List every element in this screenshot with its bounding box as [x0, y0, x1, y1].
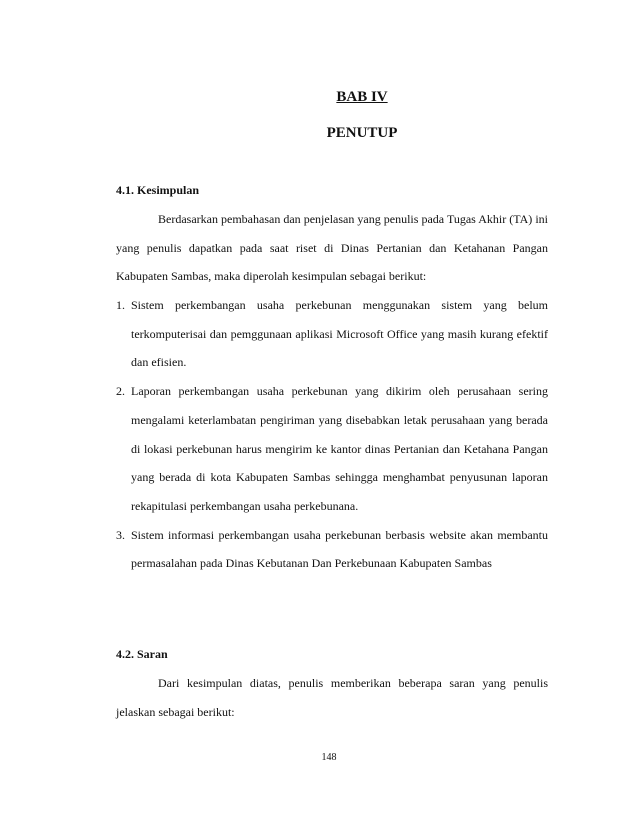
conclusion-item — [116, 291, 548, 377]
list-item-number: 3. — [116, 527, 125, 542]
list-item-text: Sistem informasi perkembangan usaha perkebunan berbasis website akan membantu permasalahan pada Dinas Kebutanan Dan Perkebunaan Kabupaten Sambas — [131, 527, 548, 571]
conclusion-intro-paragraph: Berdasarkan pembahasan dan penjelasan yang penulis pada Tugas Akhir (TA) ini yang penulis dapatkan pada saat riset di Dinas Pertanian dan Ketahanan Pangan Kabupaten Sambas, maka diperolah kesimpulan sebagai berikut: — [116, 212, 548, 284]
conclusion-list — [116, 291, 548, 578]
list-item-number: 1. — [116, 298, 125, 312]
page-number: 148 — [321, 752, 337, 763]
conclusion-item — [116, 377, 548, 521]
chapter-title: PENUTUP — [326, 125, 398, 141]
list-item-text: Laporan perkembangan usaha perkebunan yang dikirim oleh perusahaan sering mengalami keterlambatan pengiriman yang disebabkan letak perusahaan yang berada di lokasi perkebunan harus mengirim ke kantor dinas Pertanian dan Ketahana Pangan yang berada di kota Kabupaten Sambas sehingga menghambat penyusunan laporan rekapitulasi perkembangan usaha perkebunana. — [131, 384, 548, 513]
suggestion-intro-paragraph: Dari kesimpulan diatas, penulis memberikan beberapa saran yang penulis jelaskan sebagai berikut: — [116, 676, 548, 719]
section-heading-kesimpulan: 4.1. Kesimpulan — [116, 183, 200, 197]
list-item-text: Sistem perkembangan usaha perkebunan menggunakan sistem yang belum terkomputerisai dan pemggunaan aplikasi Microsoft Office yang masih kurang efektif dan efisien. — [131, 298, 548, 370]
section-heading-saran: 4.2. Saran — [116, 647, 168, 661]
chapter-number: BAB IV — [336, 89, 388, 105]
conclusion-item — [116, 521, 548, 578]
list-item-number: 2. — [116, 384, 125, 399]
